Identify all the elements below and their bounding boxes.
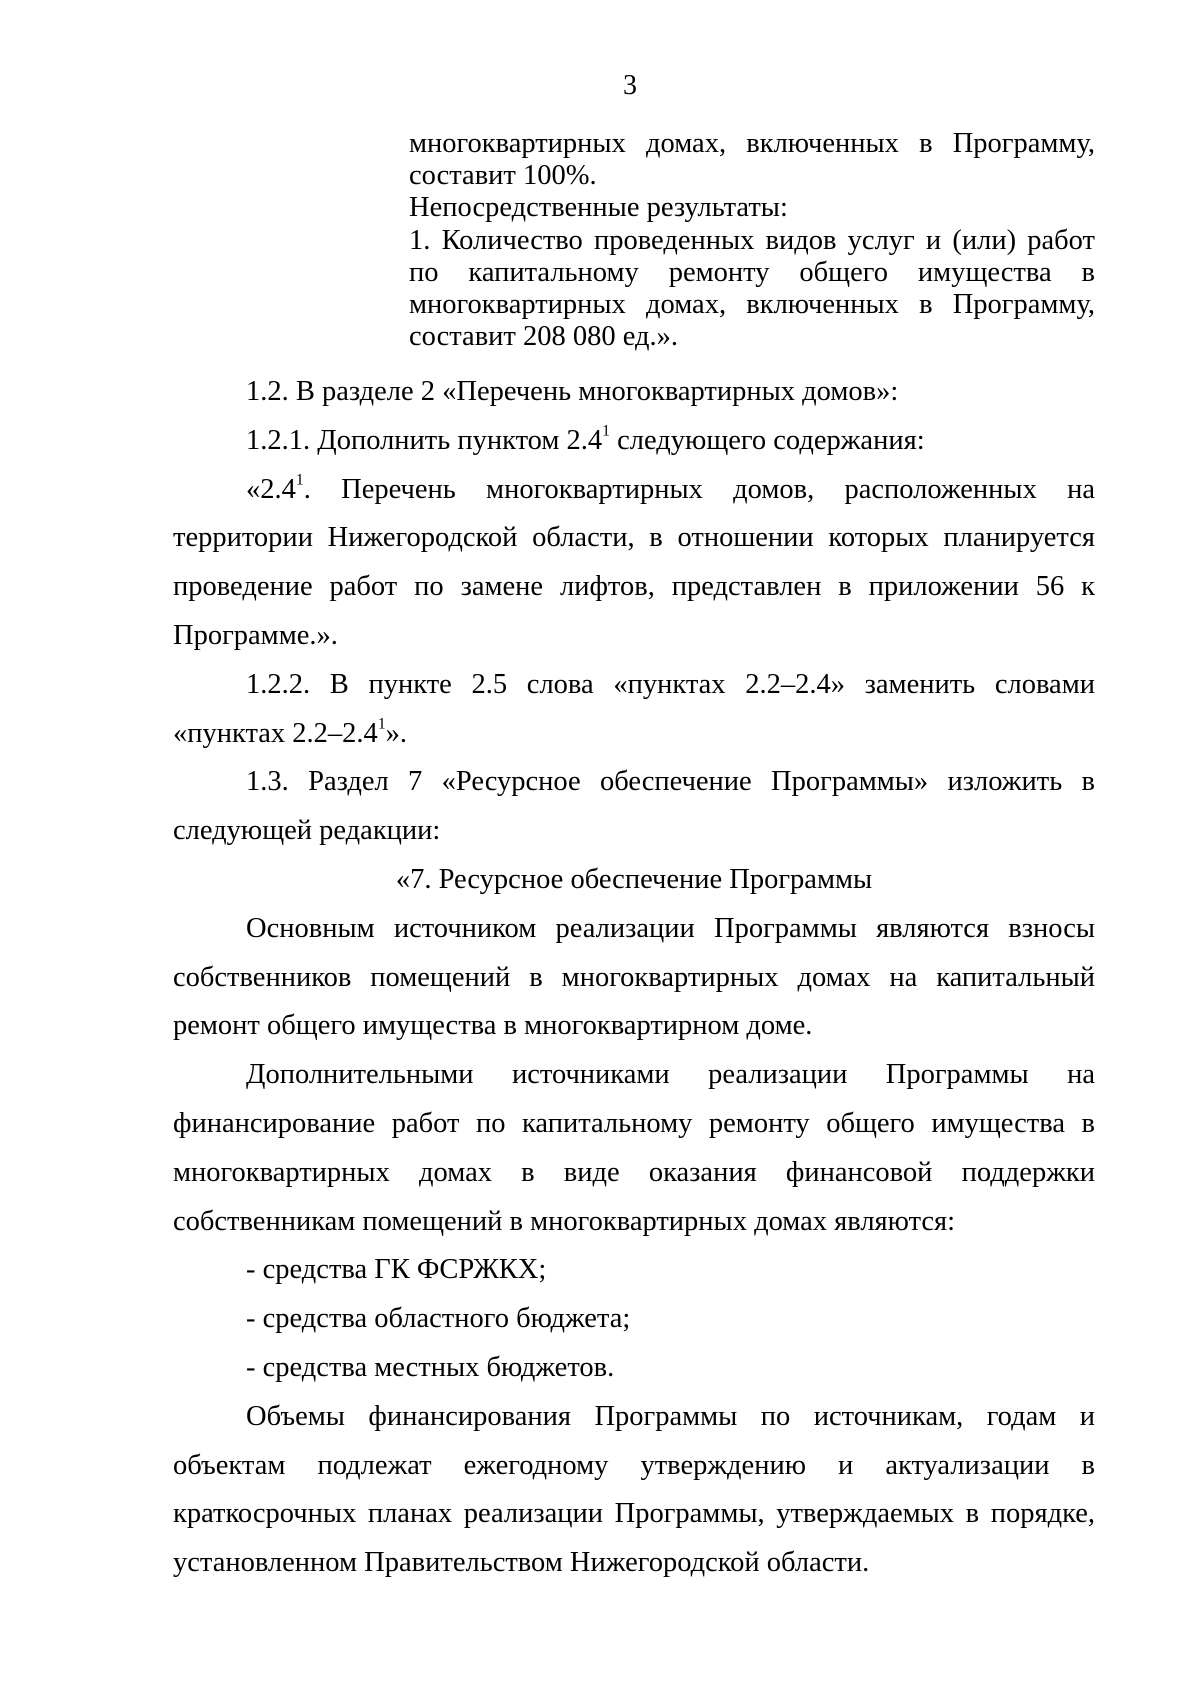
paragraph-1-2-2 [173, 661, 1095, 759]
section-heading: «7. Ресурсное обеспечение Программы [395, 863, 873, 895]
paragraph-1-2-1 [173, 417, 1095, 466]
cell-line-direct-results: Непосредственные результаты: [409, 192, 788, 224]
list-item: - средства ГК ФСРЖКХ; [246, 1254, 547, 1286]
table-cell-results [409, 128, 1095, 353]
paragraph-1-2: 1.2. В разделе 2 «Перечень многоквартирных домов»: [246, 376, 899, 407]
paragraph-1-2-1-tail: следующего содержания: [610, 424, 925, 456]
paragraph-2-4-1 [173, 466, 1095, 661]
list-item: - средства областного бюджета; [246, 1303, 631, 1335]
paragraph-1-3: 1.3. Раздел 7 «Ресурсное обеспечение Программы» изложить в следующей редакции: [173, 766, 1095, 847]
paragraph-main-source: Основным источником реализации Программы являются взносы собственников помещений в многоквартирных домах на капитальный ремонт общего имущества в многоквартирном доме. [173, 912, 1095, 1042]
cell-line-services-count: 1. Количество проведенных видов услуг и (или) работ по капитальному ремонту общего имущества в многоквартирных домах, включенных в Программу, составит 208 080 ед.». [409, 224, 1095, 353]
page-number: 3 [623, 70, 637, 101]
paragraph-1-2-2-text: 1.2.2. В пункте 2.5 слова «пунктах 2.2–2.4» заменить словами «пунктах 2.2–2.4 [173, 668, 1095, 749]
superscript: 1 [295, 471, 304, 489]
paragraph-volumes: Объемы финансирования Программы по источникам, годам и объектам подлежат ежегодному утверждению и актуализации в краткосрочных планах реализации Программы, утверждаемых в порядке, установленном Правительством Нижегородской области. [173, 1400, 1095, 1579]
document-body [173, 368, 1095, 1588]
paragraph-1-2-2-tail: ». [385, 717, 408, 749]
paragraph-1-2-1-text: 1.2.1. Дополнить пунктом 2.4 [246, 424, 603, 456]
paragraph-additional-sources: Дополнительными источниками реализации Программы на финансирование работ по капитальному ремонту общего имущества в многоквартирных домах в виде оказания финансовой поддержки собственникам помещений в многоквартирных домах являются: [173, 1059, 1095, 1237]
superscript: 1 [377, 715, 386, 733]
superscript: 1 [602, 422, 610, 440]
list-item: - средства местных бюджетов. [246, 1351, 615, 1383]
cell-line-total-percent: многоквартирных домах, включенных в Программу, составит 100%. [409, 128, 1095, 192]
paragraph-2-4-1-tail: . Перечень многоквартирных домов, расположенных на территории Нижегородской области, в отношении которых планируется проведение работ по замене лифтов, представлен в приложении 56 к Программе.». [173, 473, 1095, 651]
paragraph-2-4-1-text: «2.4 [246, 473, 296, 505]
